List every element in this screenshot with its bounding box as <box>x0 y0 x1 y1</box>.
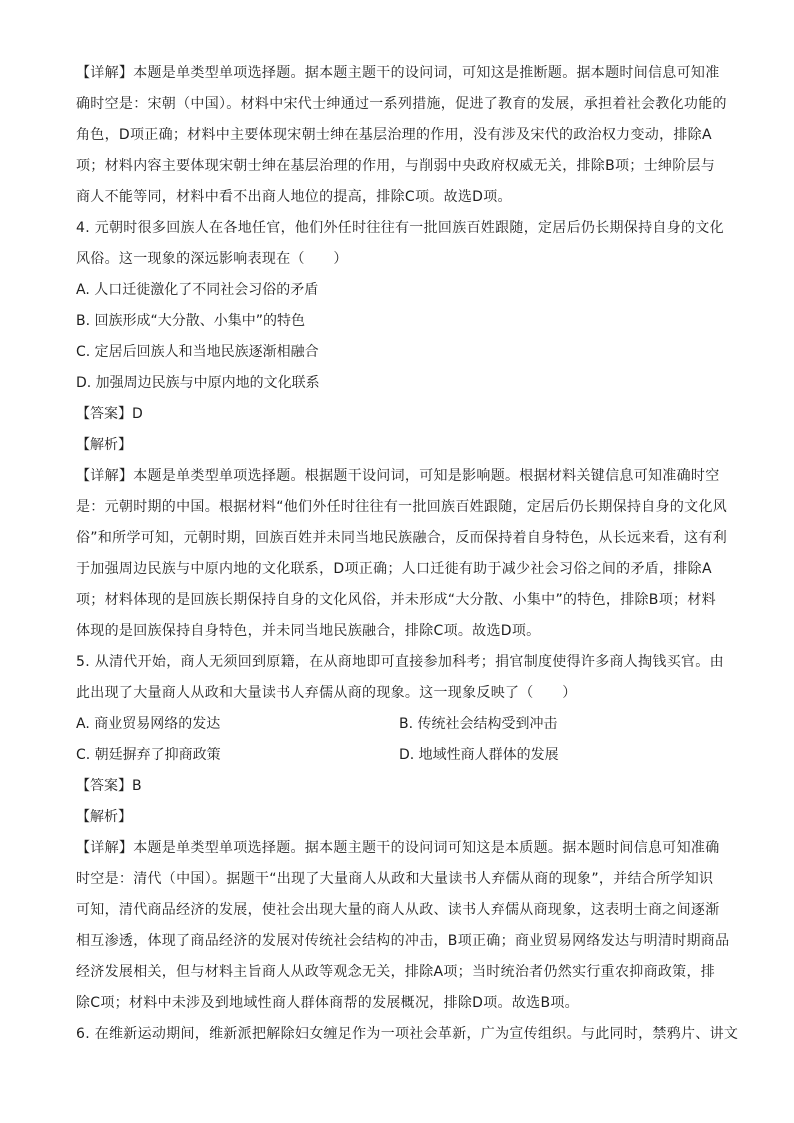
q4-stem <box>76 213 722 275</box>
q6-stem <box>76 1019 739 1050</box>
q3-detail-line: 角色，D项正确；材料中主要体现宋朝士绅在基层治理的作用，没有涉及宋代的政治权力变动，排除A <box>76 127 712 143</box>
q4-option-a: A. 人口迁徙激化了不同社会习俗的矛盾 <box>76 282 319 298</box>
q4-stem-line: 4. 元朝时很多回族人在各地任官，他们外任时往往有一批回族百姓跟随，定居后仍长期保持自身的文化 <box>76 220 724 236</box>
q5-stem-line: 此出现了大量商人从政和大量读书人弃儒从商的现象。这一现象反映了（ ） <box>76 685 577 701</box>
q3-detail-line: 商人不能等同，材料中看不出商人地位的提高，排除C项。故选D项。 <box>76 189 512 205</box>
q5-detail-line: 时空是：清代（中国）。据题干“出现了大量商人从政和大量读书人弃儒从商的现象”，并结合所学知识 <box>76 871 714 887</box>
q3-detail-line: 【详解】本题是单类型单项选择题。据本题主题干的设问词，可知这是推断题。据本题时间信息可知准 <box>76 65 720 81</box>
document-page <box>76 58 739 1050</box>
q4-answer: 【答案】D <box>76 406 143 422</box>
q4-detail-line: 于加强周边民族与中原内地的文化联系，D项正确；人口迁徙有助于减少社会习俗之间的矛盾，排除A <box>76 561 712 577</box>
q5-option-a: A. 商业贸易网络的发达 <box>76 716 221 732</box>
q5-analysis-label: 【解析】 <box>76 809 132 825</box>
q4-option-b: B. 回族形成“大分散、小集中”的特色 <box>76 313 306 329</box>
q5-detail-line: 相互渗透，体现了商品经济的发展对传统社会结构的冲击，B项正确；商业贸易网络发达与明清时期商品 <box>76 933 730 949</box>
q5-detail-line: 【详解】本题是单类型单项选择题。据本题主题干的设问词可知这是本质题。据本题时间信息可知准确 <box>76 840 720 856</box>
q4-option-d: D. 加强周边民族与中原内地的文化联系 <box>76 375 320 391</box>
q5-detail-line: 经济发展相关，但与材料主旨商人从政等观念无关，排除A项；当时统治者仍然实行重农抑商政策，排 <box>76 964 716 980</box>
q4-detail <box>76 461 728 647</box>
q4-stem-line: 风俗。这一现象的深远影响表现在（ ） <box>76 251 348 267</box>
q5-stem <box>76 647 722 709</box>
q4-option-c: C. 定居后回族人和当地民族逐渐相融合 <box>76 344 319 360</box>
q5-stem-line: 5. 从清代开始，商人无须回到原籍，在从商地即可直接参加科考；捐官制度使得许多商人掏钱买官。由 <box>76 654 724 670</box>
q5-detail-line: 除C项；材料中未涉及到地域性商人群体商帮的发展概况，排除D项。故选B项。 <box>76 995 579 1011</box>
q5-detail <box>76 833 730 1019</box>
q5-option-b: B. 传统社会结构受到冲击 <box>399 716 558 732</box>
q4-detail-line: 项；材料体现的是回族长期保持自身的文化风俗，并未形成“大分散、小集中”的特色，排除B项；材料 <box>76 592 716 608</box>
q3-detail-line: 确时空是：宋朝（中国）。材料中宋代士绅通过一系列措施，促进了教育的发展，承担着社会教化功能的 <box>76 96 727 112</box>
q4-detail-line: 体现的是回族保持自身特色，并未同当地民族融合，排除C项。故选D项。 <box>76 623 541 639</box>
q3-detail <box>76 58 727 213</box>
q3-detail-line: 项；材料内容主要体现宋朝士绅在基层治理的作用，与削弱中央政府权威无关，排除B项；士绅阶层与 <box>76 158 716 174</box>
q5-answer: 【答案】B <box>76 778 142 794</box>
q4-detail-line: 是：元朝时期的中国。根据材料“他们外任时往往有一批回族百姓跟随，定居后仍长期保持自身的文化风 <box>76 499 728 515</box>
q5-option-d: D. 地域性商人群体的发展 <box>399 747 559 763</box>
q4-analysis-label: 【解析】 <box>76 437 132 453</box>
q4-detail-line: 【详解】本题是单类型单项选择题。根据题干设问词，可知是影响题。根据材料关键信息可知准确时空 <box>76 468 720 484</box>
q5-options-row-1 <box>76 709 722 740</box>
q5-options-row-2 <box>76 740 722 771</box>
q4-detail-line: 俗”和所学可知，元朝时期，回族百姓并未同当地民族融合，反而保持着自身特色，从长远来看，这有利 <box>76 530 728 546</box>
q6-stem-line: 6. 在维新运动期间，维新派把解除妇女缠足作为一项社会革新，广为宣传组织。与此同时，禁鸦片、讲文 <box>76 1026 739 1042</box>
q5-option-c: C. 朝廷摒弃了抑商政策 <box>76 747 221 763</box>
q5-detail-line: 可知，清代商品经济的发展，使社会出现大量的商人从政、读书人弃儒从商现象，这表明士商之间逐渐 <box>76 902 720 918</box>
